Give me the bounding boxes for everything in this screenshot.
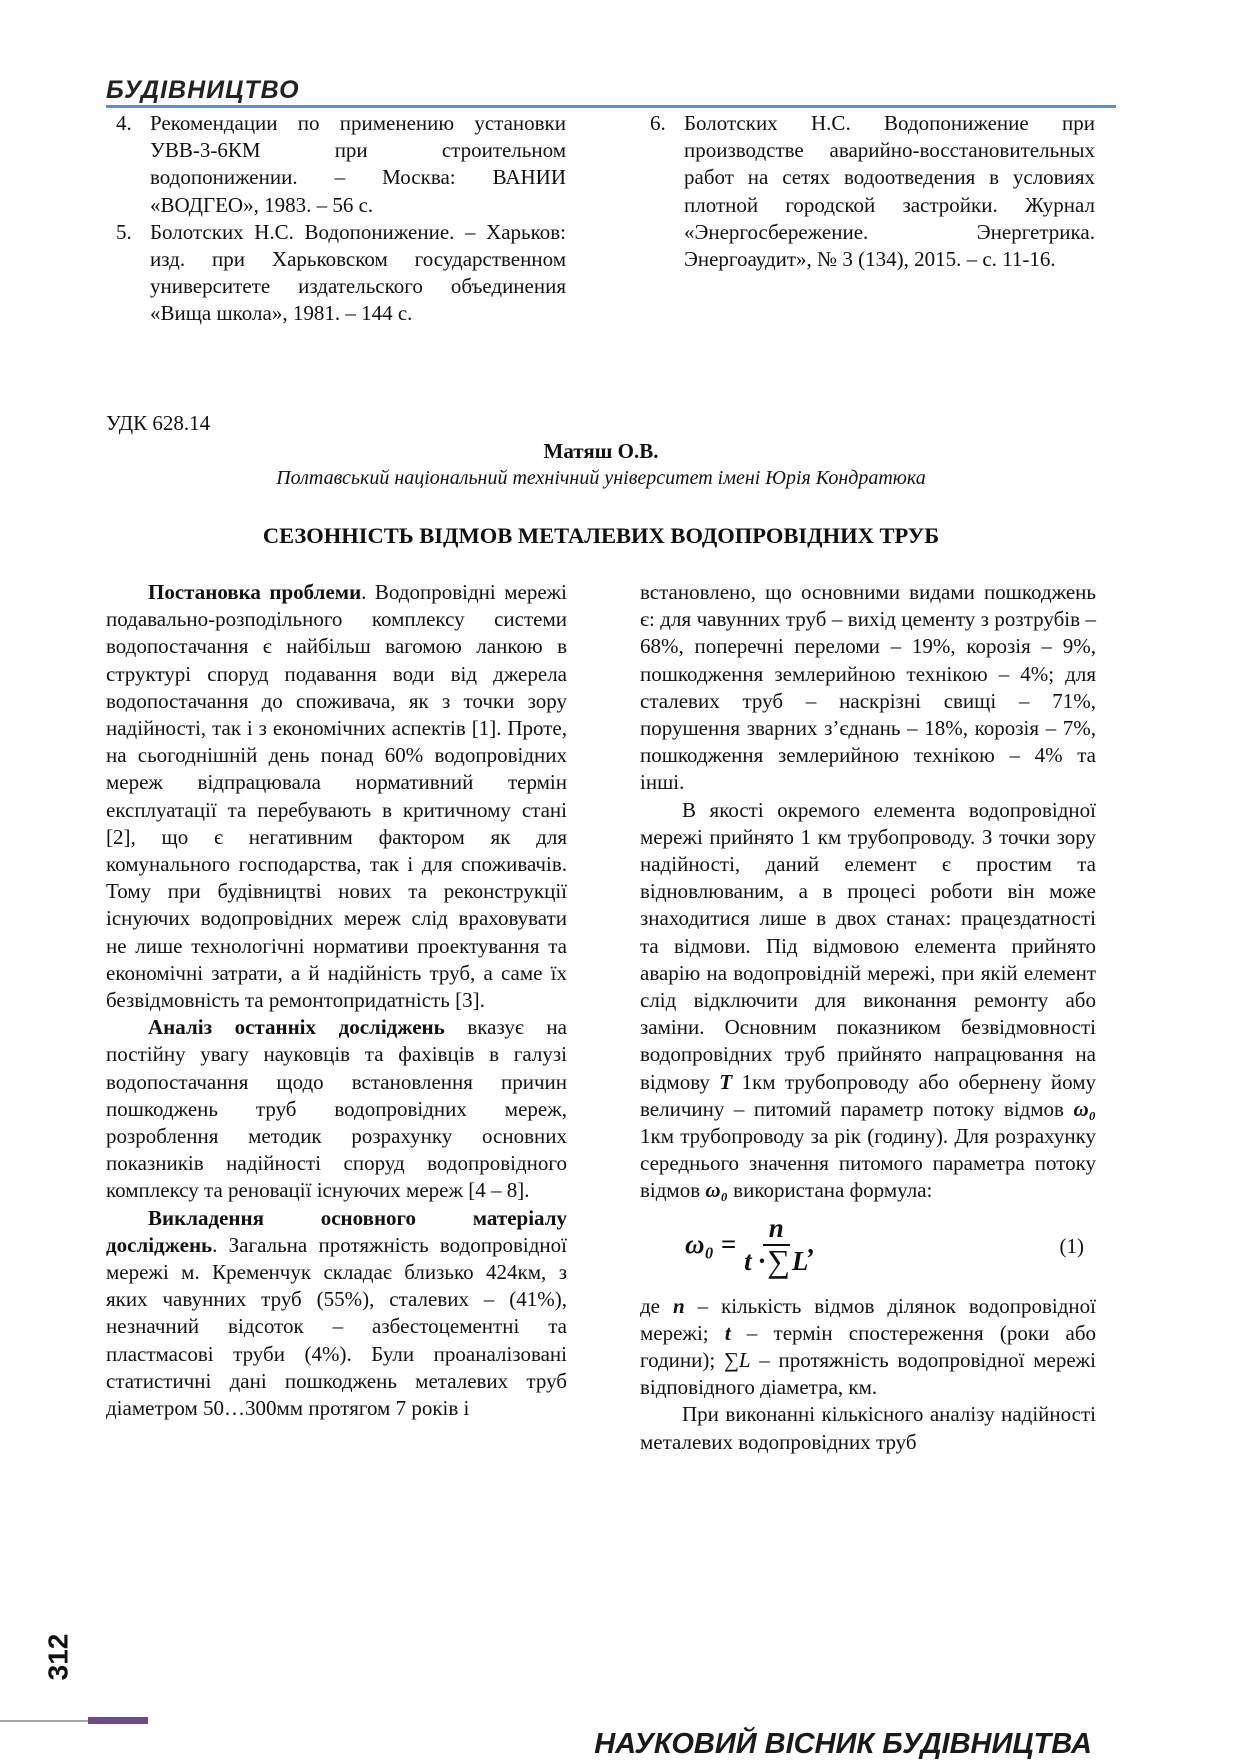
- paragraph-heading: Аналіз останніх досліджень: [148, 1015, 445, 1040]
- reference-item: [640, 110, 1095, 273]
- paragraph-text: 1км трубопроводу або обернену йому величину – питомий параметр потоку відмов: [640, 1069, 1096, 1121]
- reference-number: 4.: [116, 111, 132, 135]
- symbol-sum-L: ∑L: [723, 1348, 751, 1373]
- paragraph-text: – протяжність водопровідної мережі відповідного діаметра, км.: [640, 1348, 1096, 1400]
- formula-expression: [685, 1212, 816, 1279]
- formula-fraction: [744, 1212, 809, 1279]
- reference-number: 6.: [650, 111, 666, 135]
- reference-list-left: [106, 110, 566, 328]
- paragraph-text: вказує на постійну увагу науковців та фахівців в галузі водопостачання щодо встановлення причин пошкоджень труб водопровідних мереж, розроблення методик розрахунку основних показників надійності споруд водопровідного комплексу та реновації існуючих мереж [4 – 8].: [106, 1015, 567, 1203]
- section-title: БУДІВНИЦТВО: [106, 76, 300, 104]
- sigma-symbol: ∑: [767, 1242, 790, 1279]
- author-affiliation: Полтавський національний технічний університет імені Юрія Кондратюка: [276, 467, 926, 489]
- paragraph-damage-types: встановлено, що основними видами пошкоджень є: для чавунних труб – вихід цементу з розтрубів – 68%, поперечні переломи – 19%, корозія – 9%, пошкодження землерийною технікою – 4%; для сталевих труб – наскрізні свищі – 71%, порушення зварних з’єднань – 18%, корозія – 7%, пошкодження землерийною технікою – 4% та інші.: [640, 580, 1096, 795]
- reference-text: Болотских Н.С. Водопонижение. – Харьков: изд. при Харьковском государственном университете издательского объединения «Вища школа», 1981. – 144 с.: [150, 219, 566, 326]
- formula-numerator: n: [763, 1215, 790, 1246]
- paragraph-quantitative-analysis: При виконанні кількісного аналізу надійності металевих водопровідних труб: [640, 1402, 1096, 1454]
- paragraph-main-material: [106, 1205, 567, 1423]
- article-title: СЕЗОННІСТЬ ВІДМОВ МЕТАЛЕВИХ ВОДОПРОВІДНИХ ТРУБ: [262, 523, 940, 548]
- equation-1: [640, 1211, 1096, 1289]
- udk-code: УДК 628.14: [106, 411, 211, 435]
- author-name: Матяш О.В.: [543, 439, 659, 463]
- formula-den-t: t ·: [744, 1245, 766, 1276]
- text-column-right: [640, 579, 1096, 1456]
- symbol-n: n: [672, 1293, 685, 1318]
- paragraph-text: В якості окремого елемента водопровідної мережі прийнято 1 км трубопроводу. З точки зору надійності, даний елемент є простим та відновлюваним, а в процесі роботи він може знаходитися лише в двох станах: працездатності та відмови. Під відмовою елемента прийнято аварію на водопровідній мережі, при якій елемент слід відключити для виконання ремонту або заміни. Основним показником безвідмовності водопровідних труб прийнято напрацювання на відмову: [640, 797, 1096, 1094]
- reference-item: [106, 219, 566, 328]
- symbol-omega0: ω₀: [1073, 1096, 1096, 1121]
- paragraph-text: . Загальна протяжність водопровідної мережі м. Кременчук складає близько 424км, з яких чавунних труб (55%), сталевих – (41%), незначний відсоток – азбестоцементні та пластмасові труби (4%). Були проаналізовані статистичні дані пошкоджень металевих труб діаметром 50…300мм протягом 7 років і: [106, 1232, 567, 1421]
- footer-accent-bar: [88, 1717, 148, 1724]
- reference-text: Болотских Н.С. Водопонижение при производстве аварийно-восстановительных работ на сетях водоотведения в условиях плотной городской застройки. Журнал «Энергосбережение. Энергетрика. Энергоаудит», № 3 (134), 2015. – с. 11-16.: [684, 111, 1095, 272]
- paragraph-formula-legend: [640, 1293, 1096, 1402]
- page-number-text: 312: [42, 1633, 73, 1681]
- reference-item: [106, 110, 566, 219]
- paragraph-heading: Постановка проблеми: [148, 580, 362, 604]
- journal-title: НАУКОВИЙ ВІСНИК БУДІВНИЦТВА: [594, 1728, 1092, 1760]
- reference-text: Рекомендации по применению установки УВВ-3-6КМ при строительном водопонижении. – Москва: ВАНИИ «ВОДГЕО», 1983. – 56 с.: [150, 111, 566, 217]
- symbol-omega0: ω₀: [705, 1178, 728, 1203]
- paragraph-text: використана формула:: [727, 1178, 933, 1203]
- symbol-t: t: [724, 1320, 731, 1345]
- paragraph-heading: Викладення основного матеріалу досліджень: [106, 1205, 567, 1257]
- text-column-left: [106, 579, 567, 1422]
- paragraph-problem-statement: [106, 579, 567, 1014]
- reference-number: 5.: [116, 219, 132, 244]
- paragraph-reliability: [640, 797, 1096, 1205]
- paragraph-text: де: [640, 1293, 673, 1318]
- formula-denominator: [744, 1242, 809, 1279]
- paragraph-text: – кількість відмов ділянок водопровідної мережі;: [640, 1293, 1096, 1345]
- header-divider: [106, 105, 1116, 108]
- formula-comma: ,: [808, 1229, 816, 1260]
- symbol-T: T: [719, 1069, 733, 1094]
- paragraph-text: – термін спостереження (роки або години);: [640, 1320, 1096, 1373]
- page-number: [38, 1612, 78, 1702]
- paragraph-text: 1км трубопроводу за рік (годину). Для розрахунку середнього значення питомого параметра потоку відмов: [640, 1124, 1096, 1203]
- reference-list-right: [640, 110, 1095, 273]
- formula-den-L: L: [791, 1245, 809, 1276]
- equation-number: (1): [1059, 1233, 1084, 1258]
- paragraph-literature-review: [106, 1014, 567, 1204]
- formula-lhs: ω₀ =: [685, 1229, 737, 1260]
- paragraph-text: . Водопровідні мережі подавально-розподільного комплексу системи водопостачання є найбільш вагомою ланкою в структурі споруд подавання води від джерела водопостачання до споживача, як з точки зору надійності, так і з економічних аспектів [1]. Проте, на сьогоднішній день понад 60% водопровідних мереж відпрацювала нормативний термін експлуатації та перебувають в критичному стані [2], що є негативним фактором як для комунального господарства, так і для споживачів. Тому при будівництві нових та реконструкції існуючих водопровідних мереж слід враховувати не лише технологічні нормативи проектування та економічні затрати, а й надійність труб, а саме їх безвідмовність та ремонтопридатність [3].: [106, 580, 567, 1013]
